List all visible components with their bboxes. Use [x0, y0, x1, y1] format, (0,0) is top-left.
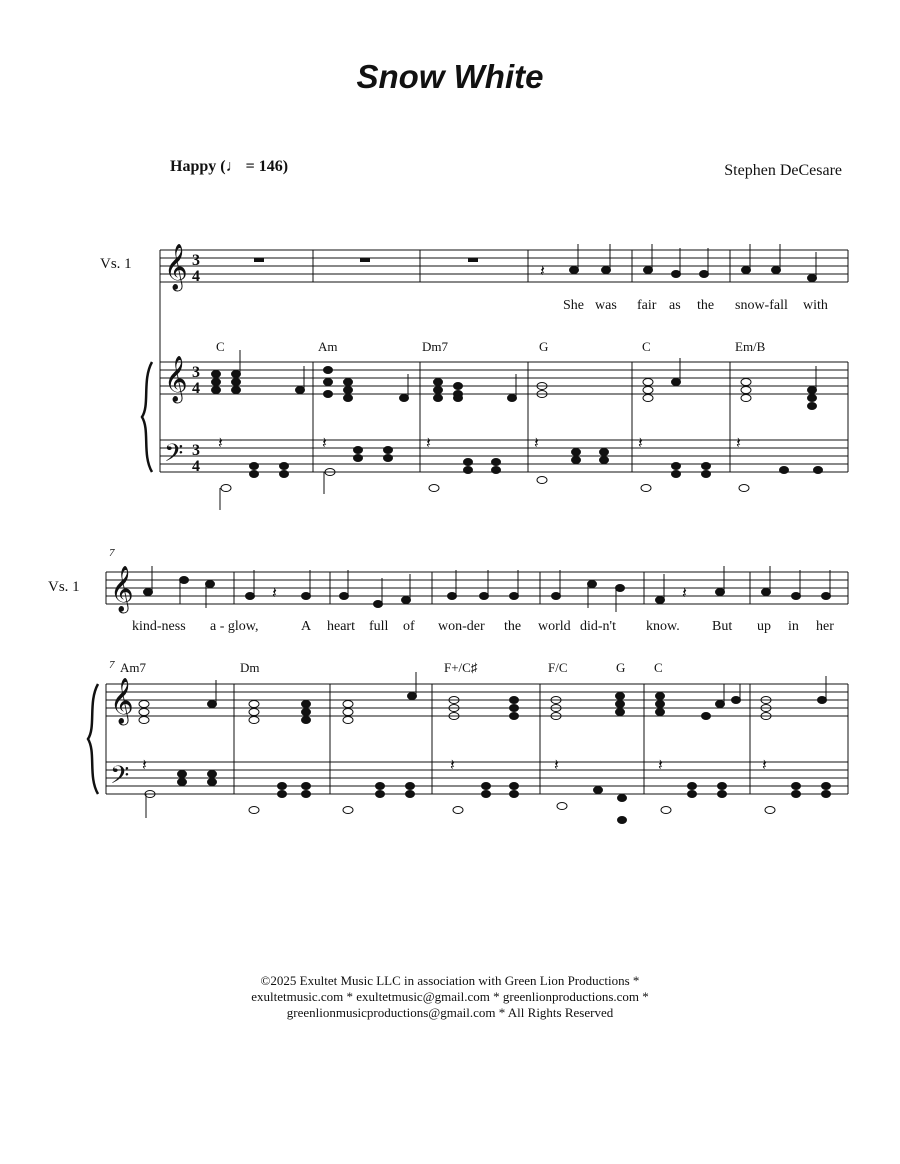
lyric-syllable: up: [757, 619, 771, 634]
lyric-syllable: fair: [637, 298, 657, 313]
bass-clef-icon: 𝄢: [110, 761, 130, 796]
lyric-syllable: A: [301, 619, 312, 634]
lyric-syllable: in: [788, 619, 799, 634]
lyric-syllable: know.: [646, 619, 680, 634]
treble-clef-icon: 𝄞: [164, 356, 188, 402]
lyric-syllable: snow-fall: [735, 298, 788, 313]
copyright-footer: [0, 973, 900, 1021]
time-signature-top: 3: [192, 364, 200, 381]
footer-line: ©2025 Exultet Music LLC in association with Green Lion Productions *: [260, 973, 640, 988]
chord-symbol: Am7: [120, 660, 146, 675]
lyric-syllable: did-n't: [580, 619, 616, 634]
svg-text:𝄽: 𝄽: [322, 433, 327, 452]
lyric-syllable: the: [504, 619, 522, 634]
chord-symbol: F+/C♯: [444, 660, 478, 675]
time-signature-top: 3: [192, 442, 200, 459]
piano-treble-notes-system1: [212, 350, 817, 410]
piano-treble-staff-system1: [160, 362, 848, 394]
time-signature-bottom: 4: [192, 268, 200, 285]
lyric-syllable: won-der: [438, 619, 485, 634]
piano-brace: [88, 684, 98, 794]
svg-text:𝄽: 𝄽: [218, 433, 223, 452]
bass-clef-icon: 𝄢: [164, 439, 184, 474]
tempo-marking: Happy (♩ = 146): [170, 158, 289, 175]
lyric-syllable: world: [538, 619, 571, 634]
lyric-syllable: a - glow,: [210, 619, 259, 634]
piano-bass-notes-system2: [142, 755, 831, 824]
svg-text:𝄽: 𝄽: [450, 755, 455, 774]
chord-symbol: C: [642, 339, 651, 354]
lyric-syllable: was: [595, 298, 617, 313]
part-label-system1: Vs. 1: [100, 256, 132, 272]
piano-bass-staff-system2: [106, 762, 848, 794]
time-signature-bottom: 4: [192, 380, 200, 397]
chord-symbol: C: [654, 660, 663, 675]
part-label-system2: Vs. 1: [48, 579, 80, 595]
chord-symbol: Dm7: [422, 339, 448, 354]
composer-name: Stephen DeCesare: [724, 162, 842, 179]
lyric-syllable: But: [712, 619, 733, 634]
svg-text:𝄽: 𝄽: [736, 433, 741, 452]
vocal-staff-system2: [106, 572, 848, 604]
svg-text:𝄽: 𝄽: [682, 583, 687, 602]
chord-symbol: Em/B: [735, 339, 766, 354]
chord-symbol: G: [539, 339, 549, 354]
quarter-note-icon: ♩: [225, 158, 242, 175]
piano-bass-staff-system1: [160, 440, 848, 472]
svg-text:𝄽: 𝄽: [762, 755, 767, 774]
treble-clef-icon: 𝄞: [110, 678, 134, 724]
lyric-syllable: heart: [327, 619, 355, 634]
lyric-syllable: of: [403, 619, 415, 634]
time-signature-bottom: 4: [192, 458, 200, 475]
footer-line: exultetmusic.com * exultetmusic@gmail.com * greenlionproductions.com *: [251, 989, 649, 1004]
lyric-syllable: with: [803, 298, 828, 313]
barlines-system1: [160, 250, 848, 472]
lyric-syllable: her: [816, 619, 834, 634]
measure-number-piano: 7: [109, 659, 115, 671]
chord-symbol: C: [216, 339, 225, 354]
vocal-notes-system2: [144, 566, 831, 612]
barlines-system2: [106, 572, 848, 794]
svg-text:𝄽: 𝄽: [534, 433, 539, 452]
footer-line: greenlionmusicproductions@gmail.com * All Rights Reserved: [286, 1005, 614, 1020]
svg-text:𝄽: 𝄽: [426, 433, 431, 452]
measure-number: 7: [109, 547, 115, 559]
lyric-syllable: kind-ness: [132, 619, 186, 634]
time-signature-top: 3: [192, 252, 200, 269]
vocal-staff-system1: [160, 250, 848, 282]
svg-text:𝄽: 𝄽: [658, 755, 663, 774]
lyric-syllable: the: [697, 298, 715, 313]
lyric-syllable: full: [369, 619, 389, 634]
treble-clef-icon: 𝄞: [164, 244, 188, 290]
chord-symbol: F/C: [548, 660, 568, 675]
whole-rests: [254, 258, 478, 262]
svg-text:𝄽: 𝄽: [142, 755, 147, 774]
lyric-syllable: as: [669, 298, 681, 313]
lyric-syllable: She: [563, 298, 584, 313]
chord-symbol: Am: [318, 339, 338, 354]
treble-clef-icon: 𝄞: [110, 566, 134, 612]
svg-text:𝄽: 𝄽: [554, 755, 559, 774]
page-title: Snow White: [356, 58, 544, 95]
chord-symbol: Dm: [240, 660, 260, 675]
svg-text:𝄽: 𝄽: [272, 583, 277, 602]
chord-symbol: G: [616, 660, 626, 675]
piano-brace: [142, 362, 152, 472]
svg-text:𝄽: 𝄽: [638, 433, 643, 452]
svg-text:𝄽: 𝄽: [540, 261, 545, 280]
